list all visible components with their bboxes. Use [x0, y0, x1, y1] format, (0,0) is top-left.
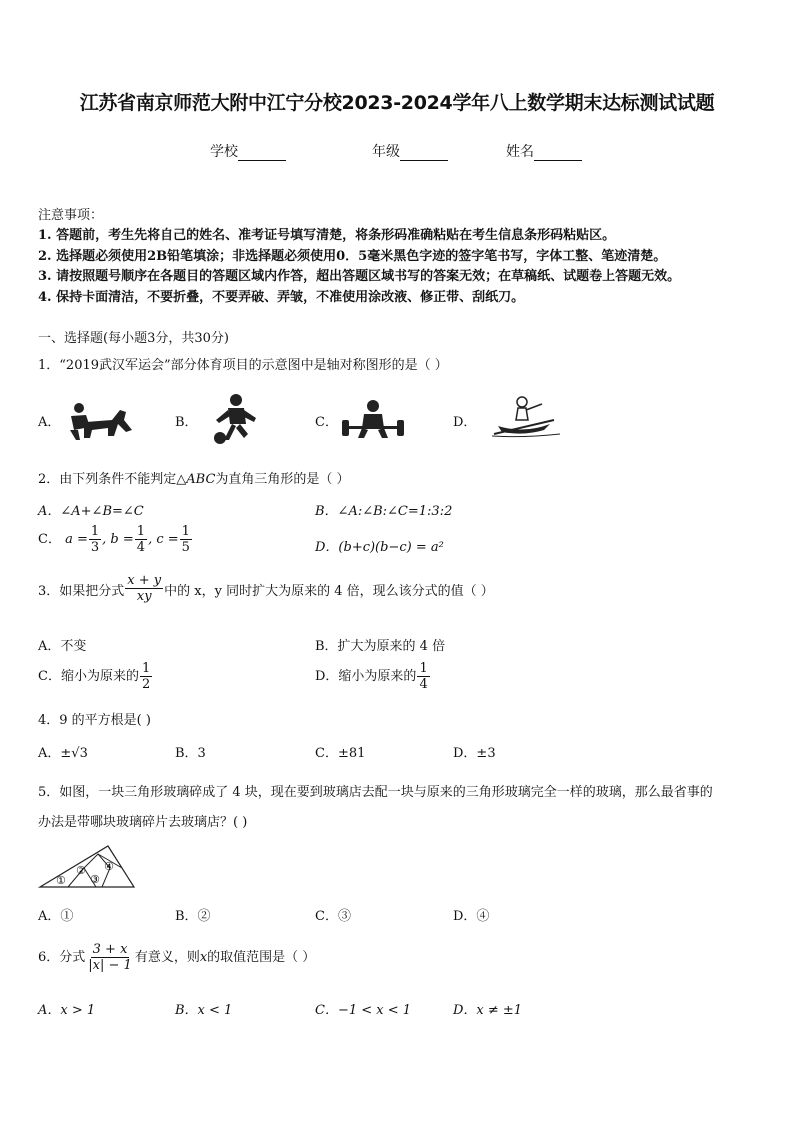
- triangle-abc: △ABC: [176, 472, 216, 487]
- q6-option-b[interactable]: B．x < 1: [175, 1003, 233, 1018]
- notice-heading: 注意事项：: [38, 208, 104, 223]
- q3-option-d[interactable]: D．缩小为原来的 $\frac{1}{4}$: [315, 661, 428, 692]
- q3-option-a[interactable]: A．不变: [38, 639, 87, 654]
- weightlifting-icon: [340, 398, 406, 442]
- question-4-stem: 4．9 的平方根是( ): [38, 713, 151, 728]
- q2-option-c[interactable]: C． a = $\frac{1}{3}$ , b = $\frac{1}{4}$ , c = $\frac{1}{5}$: [38, 524, 190, 555]
- equestrian-icon: [66, 400, 136, 442]
- q2-option-d[interactable]: D．(b+c)(b−c) = a²: [315, 540, 444, 555]
- section-heading: 一、选择题(每小题3分，共30分): [38, 331, 229, 346]
- q6-option-a[interactable]: A．x > 1: [38, 1003, 96, 1018]
- piece-1-label: ①: [56, 874, 66, 887]
- q3-option-c[interactable]: C．缩小为原来的 $\frac{1}{2}$: [38, 661, 151, 692]
- q5-option-b[interactable]: B．②: [175, 909, 211, 924]
- exam-title: 江苏省南京师范大附中江宁分校2023-2024学年八上数学期末达标测试试题: [79, 92, 715, 114]
- q3-option-b[interactable]: B．扩大为原来的 4 倍: [315, 639, 446, 654]
- q1-option-d-label[interactable]: D．: [453, 415, 477, 430]
- notice-item: 2. 选择题必须使用2B铅笔填涂；非选择题必须使用0．5毫米黑色字迹的签字笔书写，字体工整、笔迹清楚。: [38, 249, 667, 264]
- q5-option-c[interactable]: C．③: [315, 909, 351, 924]
- q4-option-d[interactable]: D．±3: [453, 746, 496, 761]
- school-blank[interactable]: [238, 146, 286, 161]
- piece-2-label: ②: [76, 864, 86, 877]
- q4-option-b[interactable]: B．3: [175, 746, 206, 761]
- question-5-stem-line1: 5．如图，一块三角形玻璃碎成了 4 块，现在要到玻璃店去配一块与原来的三角形玻璃完全一样的玻璃，那么最省事的: [38, 785, 713, 800]
- school-field[interactable]: [210, 141, 286, 161]
- notice-item: 1. 答题前，考生先将自己的姓名、准考证号填写清楚，将条形码准确粘贴在考生信息条形码粘贴区。: [38, 228, 616, 243]
- question-6-stem: 6．分式 $\frac{3 + x}{|x| - 1}$ 有意义，则x的取值范围是（ ）: [38, 942, 316, 973]
- q4-option-a[interactable]: A．±√3: [38, 746, 88, 761]
- q6-option-d[interactable]: D．x ≠ ±1: [453, 1003, 523, 1018]
- grade-blank[interactable]: [400, 146, 448, 161]
- name-field[interactable]: [506, 141, 582, 161]
- rowing-icon: [484, 394, 564, 438]
- q2-option-a[interactable]: A．∠A+∠B=∠C: [38, 504, 144, 519]
- question-2-stem: 2．由下列条件不能判定△ABC为直角三角形的是（ ）: [38, 472, 350, 487]
- question-1-stem: 1．“2019武汉军运会”部分体育项目的示意图中是轴对称图形的是（ ）: [38, 358, 448, 373]
- notice-item: 4. 保持卡面清洁，不要折叠，不要弄破、弄皱，不准使用涂改液、修正带、刮纸刀。: [38, 290, 525, 305]
- q4-option-c[interactable]: C．±81: [315, 746, 366, 761]
- school-label: 学校: [210, 144, 238, 160]
- grade-field[interactable]: [372, 141, 448, 161]
- soccer-icon: [206, 392, 262, 446]
- q1-option-b-label[interactable]: B．: [175, 415, 198, 430]
- q5-option-a[interactable]: A．①: [38, 909, 74, 924]
- q1-option-c-label[interactable]: C．: [315, 415, 338, 430]
- notice-item: 3. 请按照题号顺序在各题目的答题区域内作答，超出答题区域书写的答案无效；在草稿纸、试题卷上答题无效。: [38, 269, 681, 284]
- broken-glass-triangle-figure: [38, 838, 138, 890]
- name-blank[interactable]: [534, 146, 582, 161]
- q1-option-a-label[interactable]: A．: [38, 415, 61, 430]
- question-5-stem-line2: 办法是带哪块玻璃碎片去玻璃店？( ): [38, 815, 248, 830]
- grade-label: 年级: [372, 144, 400, 160]
- piece-3-label: ③: [90, 873, 100, 886]
- q5-option-d[interactable]: D．④: [453, 909, 490, 924]
- piece-4-label: ④: [104, 860, 114, 873]
- question-3-stem: 3．如果把分式 $\frac{x + y}{xy}$ 中的 x，y 同时扩大为原来的 4 倍，现么该分式的值（ ）: [38, 573, 494, 604]
- q2-option-b[interactable]: B．∠A:∠B:∠C=1:3:2: [315, 504, 453, 519]
- q6-option-c[interactable]: C．−1 < x < 1: [315, 1003, 412, 1018]
- name-label: 姓名: [506, 144, 534, 160]
